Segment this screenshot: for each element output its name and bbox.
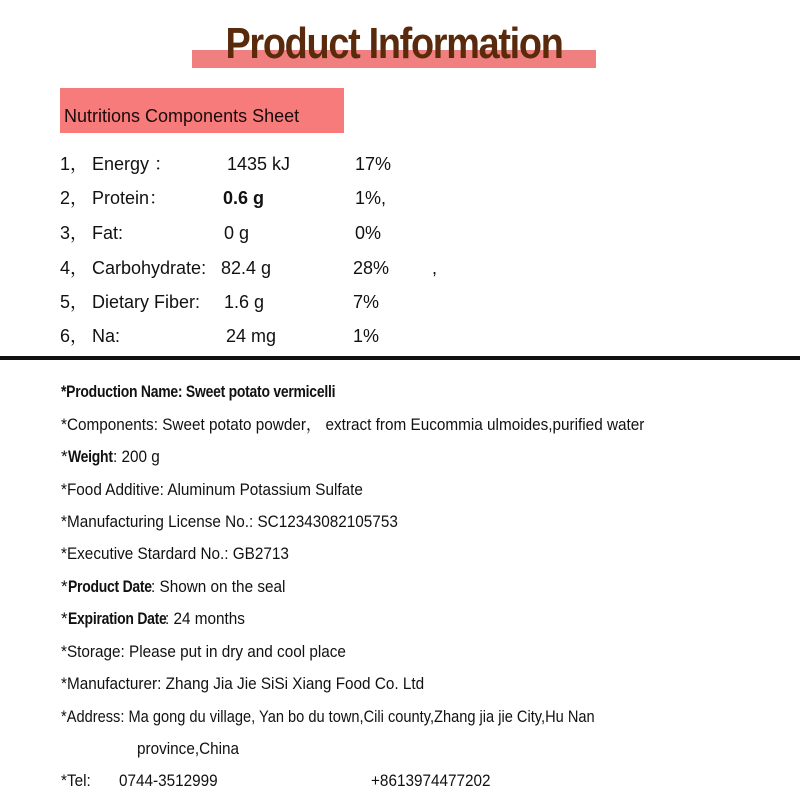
address-text-2: province,China <box>137 739 240 758</box>
components-text: *Components: Sweet potato powder， extract from Eucommia ulmoides,purified water <box>61 415 645 434</box>
storage-text: *Storage: Please put in dry and cool place <box>61 642 346 661</box>
nutrient-name: Na: <box>92 326 121 346</box>
weight-line <box>61 446 165 468</box>
expiration-label: Expiration Date <box>67 609 167 628</box>
tel-number-2: +8613974477202 <box>371 771 491 790</box>
production-name-line <box>61 381 395 403</box>
storage-line <box>61 641 378 663</box>
product-date-prefix: * <box>61 577 68 596</box>
food-additive-line <box>61 479 396 501</box>
manufacturer-text: *Manufacturer: Zhang Jia Jie SiSi Xiang Food Co. Ltd <box>61 674 425 693</box>
product-date-line <box>61 576 300 598</box>
weight-label: Weight <box>67 447 113 466</box>
nutrient-amount: 1.6 g <box>224 292 265 312</box>
components-line <box>61 414 709 436</box>
row-index: 6， <box>60 326 89 346</box>
row-index: 1， <box>60 154 89 174</box>
standard-text: *Executive Stardard No.: GB2713 <box>61 544 289 563</box>
section-divider <box>0 356 800 360</box>
tel-label: *Tel: <box>61 771 91 790</box>
nutrient-name: Energy ： <box>92 154 173 174</box>
nutrition-section-label: Nutritions Components Sheet <box>64 106 300 126</box>
nutrient-percent: 7% <box>353 292 380 312</box>
nutrient-name: Fat: <box>92 223 124 243</box>
product-date-label: Product Date <box>67 577 152 596</box>
license-text: *Manufacturing License No.: SC12343082105753 <box>61 512 398 531</box>
address-line-1 <box>61 706 682 728</box>
nutrient-name: Protein： <box>92 188 168 208</box>
nutrient-amount: 0.6 g <box>223 188 265 208</box>
nutrition-section-header <box>60 88 344 133</box>
nutrient-name: Dietary Fiber: <box>92 292 201 312</box>
nutrient-amount: 0 g <box>224 223 250 243</box>
nutrient-percent: 1%, <box>355 188 387 208</box>
nutrient-amount: 24 mg <box>226 326 277 346</box>
nutrient-percent: 1% <box>353 326 380 346</box>
product-date-value: : Shown on the seal <box>150 577 286 596</box>
stray-comma: , <box>432 258 438 278</box>
license-line <box>61 511 435 533</box>
row-index: 4， <box>60 258 89 278</box>
standard-line <box>61 543 314 565</box>
expiration-prefix: * <box>61 609 68 628</box>
tel-number-1: 0744-3512999 <box>119 771 218 790</box>
weight-value: : 200 g <box>113 447 160 466</box>
address-line-2 <box>137 738 250 760</box>
nutrient-percent: 0% <box>355 223 382 243</box>
title-block <box>192 14 596 74</box>
manufacturer-line <box>61 673 465 695</box>
row-index: 2， <box>60 188 89 208</box>
page-title: Product Information <box>225 19 563 68</box>
nutrient-percent: 17% <box>355 154 392 174</box>
tel-line <box>61 770 491 792</box>
row-index: 3， <box>60 223 89 243</box>
production-name: *Production Name: Sweet potato vermicelli <box>61 382 336 401</box>
nutrient-amount: 1435 kJ <box>227 154 291 174</box>
expiration-value: : 24 months <box>164 609 245 628</box>
nutrient-amount: 82.4 g <box>221 258 272 278</box>
address-text-1: *Address: Ma gong du village, Yan bo du town,Cili county,Zhang jia jie City,Hu Nan <box>61 707 595 726</box>
expiration-line <box>61 608 254 630</box>
nutrient-percent: 28% <box>353 258 390 278</box>
row-index: 5， <box>60 292 89 312</box>
weight-prefix: * <box>61 447 68 466</box>
food-additive-text: *Food Additive: Aluminum Potassium Sulfate <box>61 480 363 499</box>
nutrient-name: Carbohydrate: <box>92 258 207 278</box>
